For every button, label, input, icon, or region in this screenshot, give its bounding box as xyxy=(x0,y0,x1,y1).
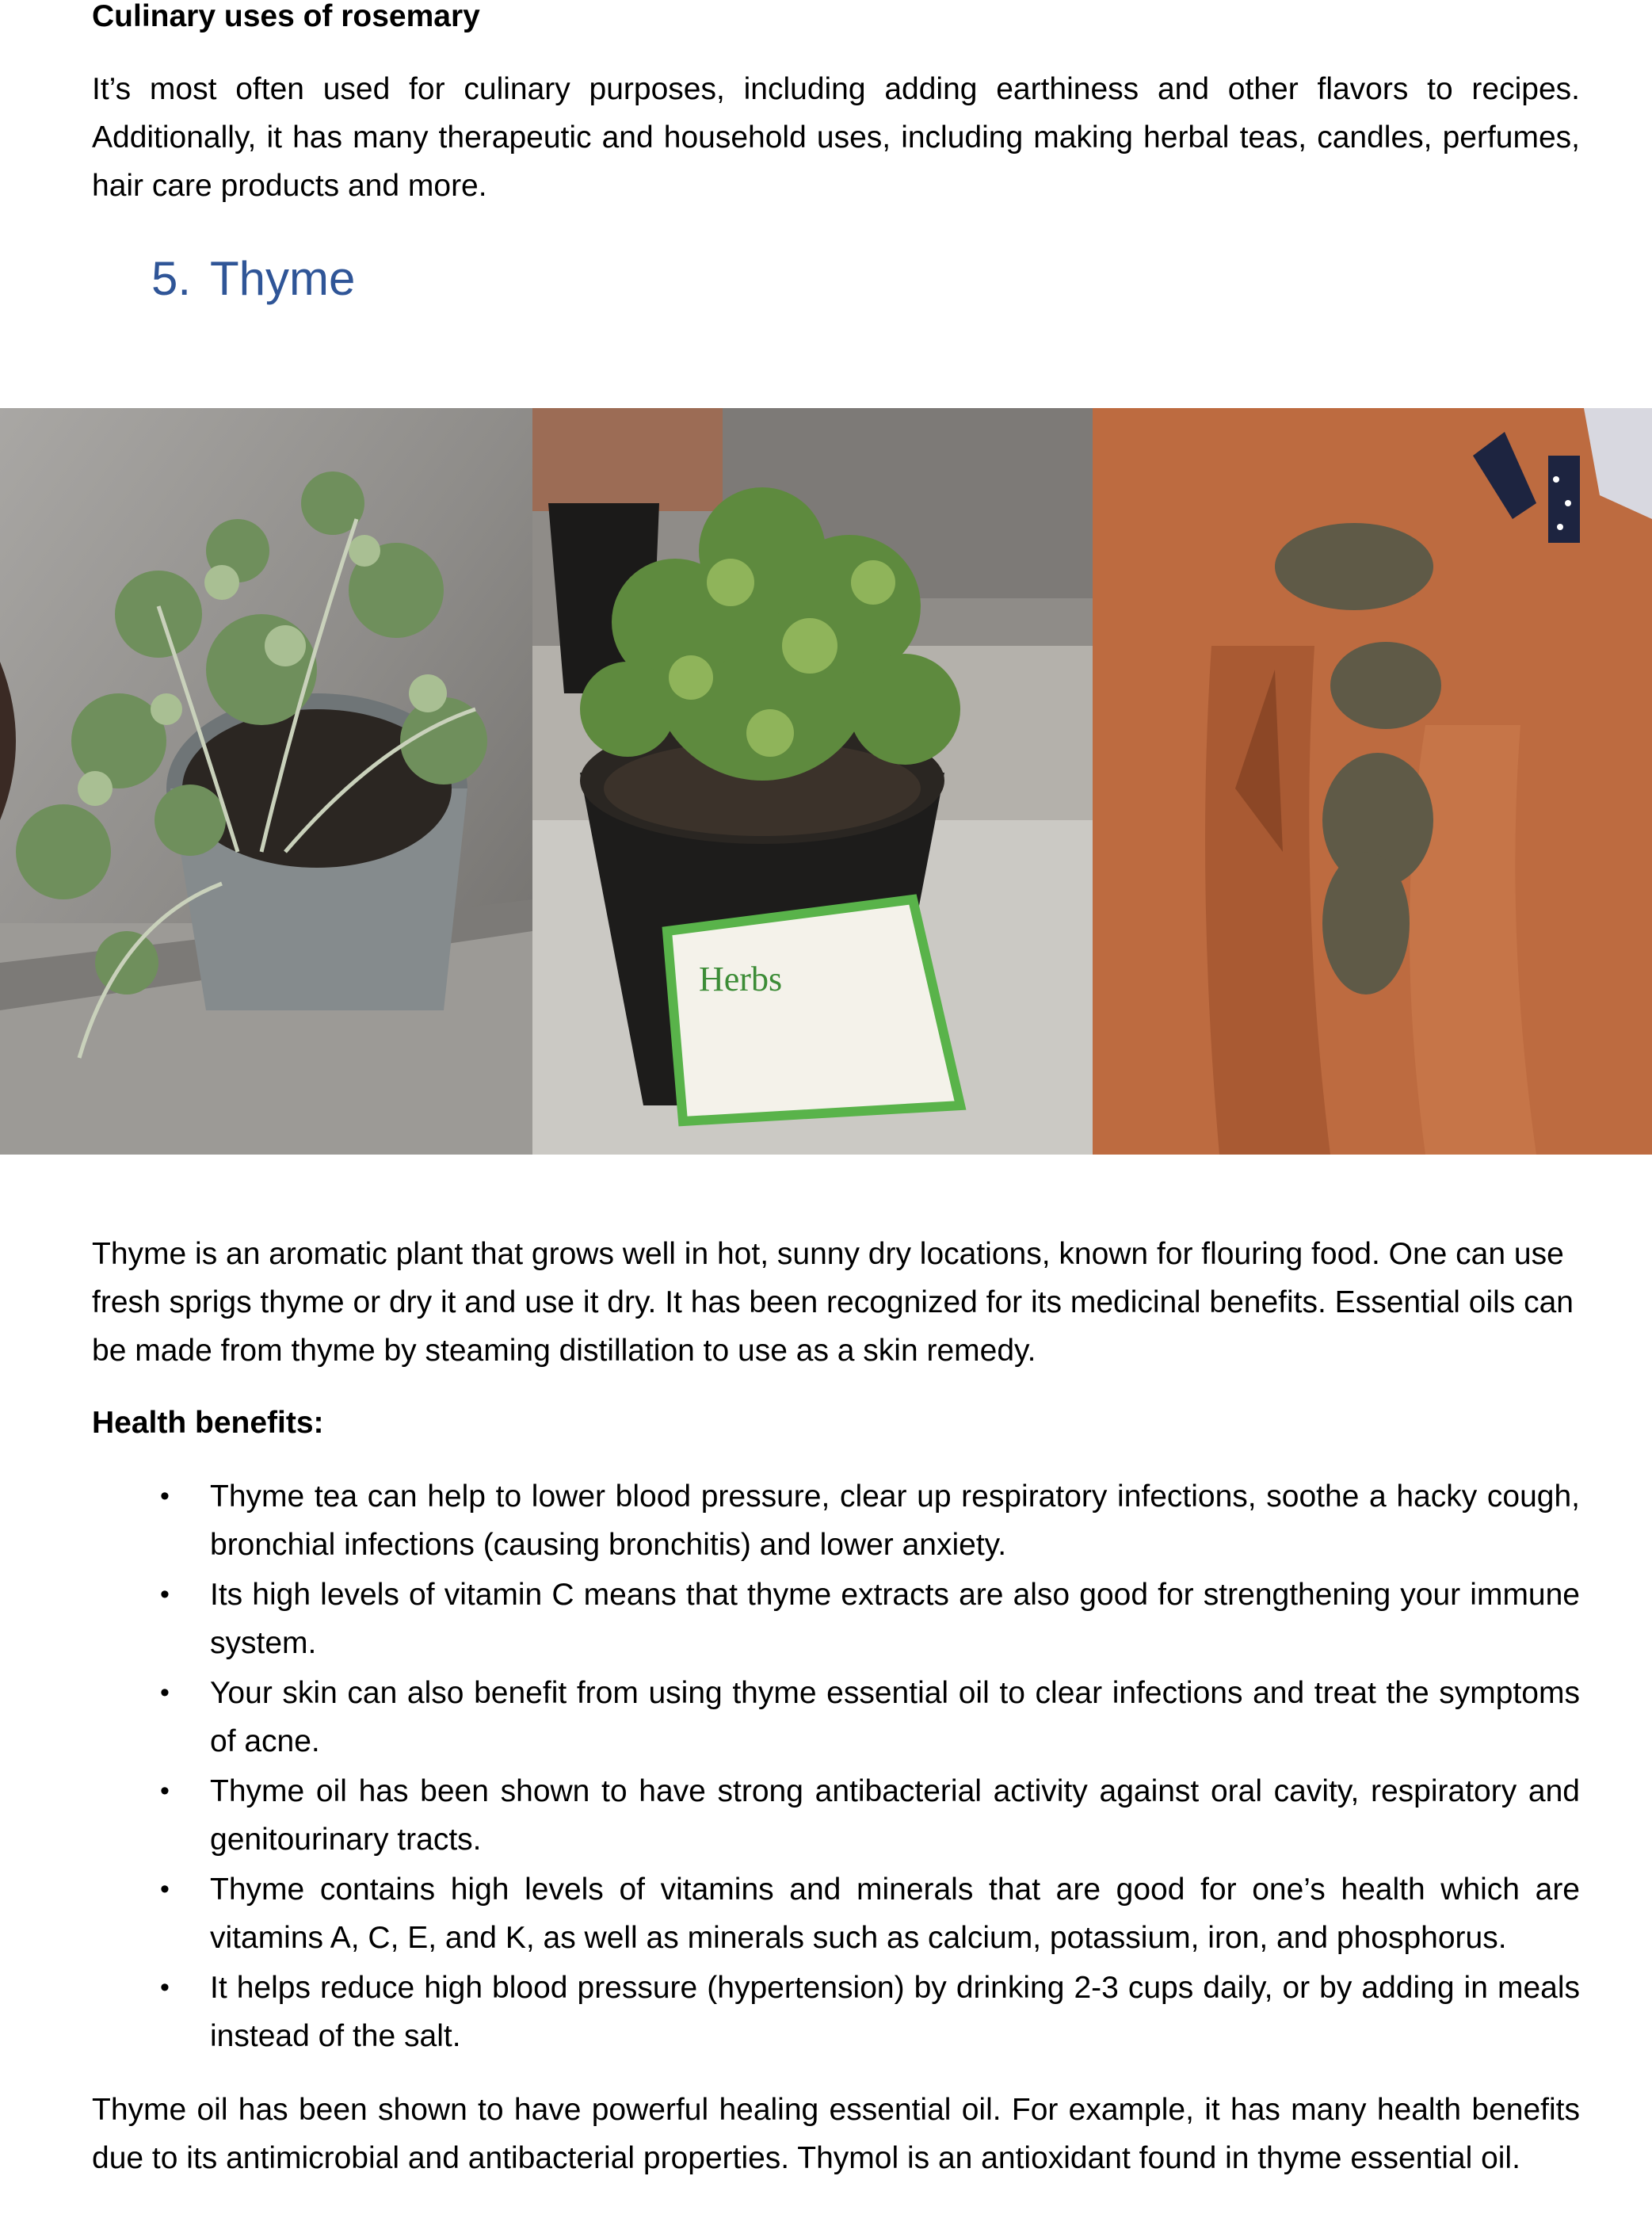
closing-paragraph: Thyme oil has been shown to have powerful healing essential oil. For example, it has many health benefits due to its antimicrobial and antibacterial properties. Thymol is an antioxidant found in thyme essential oil. xyxy=(92,2093,1580,2175)
list-item xyxy=(92,1767,1580,1864)
bullet-icon: • xyxy=(160,1579,170,1609)
culinary-heading: Culinary uses of rosemary xyxy=(92,0,480,33)
list-item xyxy=(92,1472,1580,1569)
bullet-icon: • xyxy=(160,1874,170,1904)
health-benefits-list xyxy=(92,1472,1580,2062)
section-heading xyxy=(151,247,355,311)
culinary-paragraph: It’s most often used for culinary purposes, including adding earthiness and other flavors to recipes. Additionally, it has many therapeutic and household uses, including making herbal teas, candles, perfumes, hair care products and more. xyxy=(92,72,1580,203)
thyme-photo-grey-pot xyxy=(0,408,532,1155)
bullet-icon: • xyxy=(160,1678,170,1708)
list-item-text: Thyme contains high levels of vitamins and minerals that are good for one’s health which are vitamins A, C, E, and K, as well as minerals such as calcium, potassium, iron, and phosphorus. xyxy=(210,1873,1580,1955)
pot-label-brand: Herbs xyxy=(699,960,783,998)
list-item-text: Your skin can also benefit from using thyme essential oil to clear infections and treat the symptoms of acne. xyxy=(210,1676,1580,1758)
health-benefits-heading: Health benefits: xyxy=(92,1406,324,1440)
list-item-text: Thyme oil has been shown to have strong antibacterial activity against oral cavity, respiratory and genitourinary tracts. xyxy=(210,1774,1580,1857)
list-item xyxy=(92,1571,1580,1667)
thyme-photo-strip xyxy=(0,408,1652,1155)
list-item xyxy=(92,1865,1580,1962)
thyme-photo-garden-bed xyxy=(1093,408,1652,1155)
list-item-text: Its high levels of vitamin C means that thyme extracts are also good for strengthening your immune system. xyxy=(210,1578,1580,1660)
thyme-photo-black-pot xyxy=(532,408,1093,1155)
list-item-text: Thyme tea can help to lower blood pressure, clear up respiratory infections, soothe a hacky cough, bronchial infections (causing bronchitis) and lower anxiety. xyxy=(210,1479,1580,1562)
bullet-icon: • xyxy=(160,1481,170,1511)
section-title: Thyme xyxy=(210,252,356,305)
bullet-icon: • xyxy=(160,1972,170,2002)
bullet-icon: • xyxy=(160,1776,170,1806)
thyme-intro-paragraph: Thyme is an aromatic plant that grows well in hot, sunny dry locations, known for flouring food. One can use fresh sprigs thyme or dry it and use it dry. It has been recognized for its medicinal benefits. Essential oils can be made from thyme by steaming distillation to use as a skin remedy. xyxy=(92,1237,1574,1368)
list-item xyxy=(92,1669,1580,1766)
list-item-text: It helps reduce high blood pressure (hypertension) by drinking 2-3 cups daily, or by adding in meals instead of the salt. xyxy=(210,1971,1580,2053)
section-number: 5. xyxy=(151,252,192,305)
list-item xyxy=(92,1964,1580,2060)
